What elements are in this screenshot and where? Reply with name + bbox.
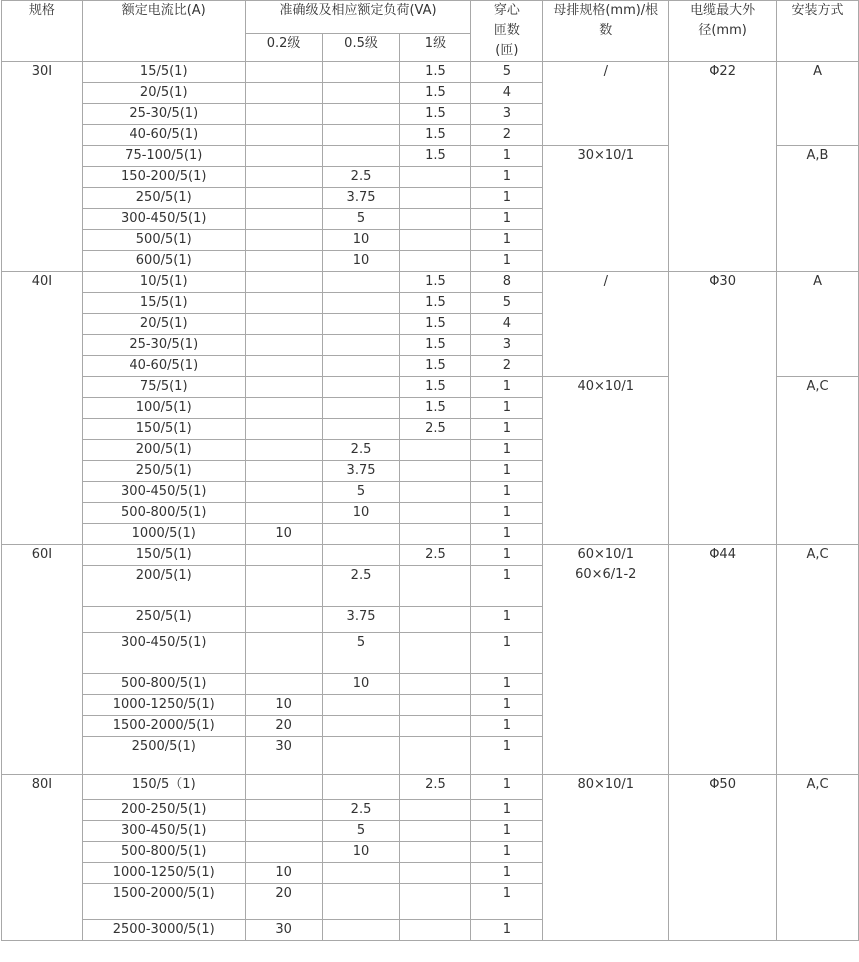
ratio-cell: 40-60/5(1) (82, 125, 245, 146)
ratio-cell: 40-60/5(1) (82, 356, 245, 377)
accuracy-1-cell (400, 167, 471, 188)
accuracy-0-5-cell (322, 377, 400, 398)
accuracy-0-5-cell: 5 (322, 209, 400, 230)
ratio-cell: 500/5(1) (82, 230, 245, 251)
accuracy-0-2-cell (245, 419, 322, 440)
ratio-cell: 300-450/5(1) (82, 209, 245, 230)
ratio-cell: 1000-1250/5(1) (82, 695, 245, 716)
busbar-cell: 30×10/1 (543, 146, 669, 272)
accuracy-0-2-cell (245, 146, 322, 167)
ratio-cell: 1500-2000/5(1) (82, 884, 245, 920)
turns-cell: 1 (471, 377, 543, 398)
ratio-cell: 500-800/5(1) (82, 842, 245, 863)
ratio-cell: 20/5(1) (82, 83, 245, 104)
install-cell: A,B (777, 146, 859, 272)
accuracy-0-2-cell (245, 775, 322, 800)
accuracy-0-2-cell: 10 (245, 524, 322, 545)
accuracy-0-2-cell (245, 440, 322, 461)
turns-cell: 1 (471, 503, 543, 524)
header-turns: 穿心匝数(匝) (471, 1, 543, 62)
ratio-cell: 600/5(1) (82, 251, 245, 272)
accuracy-0-2-cell (245, 293, 322, 314)
accuracy-0-5-cell (322, 524, 400, 545)
spec-cell: 30I (2, 62, 83, 272)
ratio-cell: 15/5(1) (82, 293, 245, 314)
accuracy-0-2-cell (245, 545, 322, 566)
accuracy-0-5-cell (322, 356, 400, 377)
header-busbar: 母排规格(mm)/根数 (543, 1, 669, 62)
accuracy-1-cell (400, 842, 471, 863)
accuracy-1-cell: 1.5 (400, 398, 471, 419)
header-accuracy: 准确级及相应额定负荷(VA) (245, 1, 471, 34)
turns-cell: 1 (471, 482, 543, 503)
ratio-cell: 15/5(1) (82, 62, 245, 83)
accuracy-0-2-cell (245, 104, 322, 125)
ratio-cell: 25-30/5(1) (82, 104, 245, 125)
ratio-cell: 2500-3000/5(1) (82, 920, 245, 941)
table-row (2, 62, 859, 83)
accuracy-0-5-cell: 5 (322, 482, 400, 503)
header-class-0-2: 0.2级 (245, 34, 322, 62)
accuracy-0-5-cell (322, 920, 400, 941)
turns-cell: 1 (471, 146, 543, 167)
ratio-cell: 150/5(1) (82, 419, 245, 440)
accuracy-0-5-cell (322, 335, 400, 356)
spec-table-body (2, 1, 859, 941)
ratio-cell: 300-450/5(1) (82, 482, 245, 503)
accuracy-0-5-cell: 10 (322, 842, 400, 863)
busbar-spec: 60×6/1-2 (575, 567, 637, 582)
busbar-cell: / (543, 272, 669, 377)
accuracy-0-5-cell: 2.5 (322, 167, 400, 188)
turns-cell: 1 (471, 607, 543, 633)
turns-cell: 5 (471, 62, 543, 83)
accuracy-0-5-cell (322, 314, 400, 335)
turns-cell: 8 (471, 272, 543, 293)
spec-cell: 60I (2, 545, 83, 775)
accuracy-1-cell (400, 800, 471, 821)
busbar-cell: 40×10/1 (543, 377, 669, 545)
accuracy-1-cell: 1.5 (400, 377, 471, 398)
accuracy-1-cell (400, 884, 471, 920)
accuracy-0-2-cell (245, 62, 322, 83)
accuracy-1-cell (400, 716, 471, 737)
accuracy-0-5-cell (322, 884, 400, 920)
spec-table (1, 0, 859, 941)
accuracy-1-cell: 1.5 (400, 356, 471, 377)
cable-cell: Φ30 (669, 272, 777, 545)
accuracy-1-cell (400, 524, 471, 545)
turns-cell: 1 (471, 419, 543, 440)
install-cell: A,C (777, 775, 859, 941)
accuracy-0-2-cell (245, 566, 322, 607)
ratio-cell: 1500-2000/5(1) (82, 716, 245, 737)
accuracy-1-cell (400, 674, 471, 695)
accuracy-0-5-cell: 2.5 (322, 566, 400, 607)
accuracy-0-5-cell (322, 545, 400, 566)
accuracy-0-5-cell: 5 (322, 633, 400, 674)
accuracy-0-5-cell (322, 398, 400, 419)
accuracy-0-5-cell (322, 146, 400, 167)
turns-cell: 1 (471, 440, 543, 461)
turns-cell: 1 (471, 230, 543, 251)
accuracy-0-5-cell (322, 104, 400, 125)
accuracy-0-2-cell: 10 (245, 695, 322, 716)
accuracy-0-2-cell (245, 188, 322, 209)
turns-cell: 1 (471, 775, 543, 800)
header-class-0-5: 0.5级 (322, 34, 400, 62)
accuracy-0-5-cell (322, 62, 400, 83)
accuracy-0-2-cell (245, 272, 322, 293)
ratio-cell: 150-200/5(1) (82, 167, 245, 188)
accuracy-1-cell: 1.5 (400, 335, 471, 356)
ratio-cell: 100/5(1) (82, 398, 245, 419)
accuracy-0-2-cell: 10 (245, 863, 322, 884)
turns-cell: 1 (471, 167, 543, 188)
accuracy-1-cell (400, 566, 471, 607)
install-cell: A (777, 272, 859, 377)
table-row (2, 272, 859, 293)
ratio-cell: 1000-1250/5(1) (82, 863, 245, 884)
accuracy-0-5-cell: 3.75 (322, 188, 400, 209)
accuracy-1-cell: 1.5 (400, 314, 471, 335)
ratio-cell: 500-800/5(1) (82, 503, 245, 524)
accuracy-0-5-cell (322, 293, 400, 314)
turns-cell: 2 (471, 356, 543, 377)
turns-cell: 1 (471, 821, 543, 842)
cable-cell: Φ50 (669, 775, 777, 941)
accuracy-0-2-cell (245, 209, 322, 230)
turns-cell: 1 (471, 566, 543, 607)
accuracy-0-5-cell (322, 419, 400, 440)
turns-cell: 1 (471, 884, 543, 920)
accuracy-0-5-cell: 10 (322, 230, 400, 251)
turns-cell: 1 (471, 842, 543, 863)
header-spec: 规格 (2, 1, 83, 62)
accuracy-1-cell: 1.5 (400, 125, 471, 146)
accuracy-1-cell (400, 503, 471, 524)
accuracy-0-5-cell: 5 (322, 821, 400, 842)
spec-cell: 80I (2, 775, 83, 941)
accuracy-1-cell: 1.5 (400, 104, 471, 125)
accuracy-1-cell: 1.5 (400, 293, 471, 314)
busbar-spec: 60×10/1 (577, 547, 635, 562)
spec-cell: 40I (2, 272, 83, 545)
accuracy-0-5-cell (322, 716, 400, 737)
turns-cell: 1 (471, 545, 543, 566)
accuracy-0-2-cell (245, 356, 322, 377)
install-cell: A,C (777, 545, 859, 775)
accuracy-1-cell (400, 863, 471, 884)
turns-cell: 1 (471, 674, 543, 695)
ratio-cell: 150/5(1) (82, 545, 245, 566)
accuracy-1-cell: 1.5 (400, 146, 471, 167)
accuracy-0-2-cell (245, 377, 322, 398)
header-row (2, 1, 859, 34)
turns-cell: 3 (471, 335, 543, 356)
accuracy-0-2-cell (245, 674, 322, 695)
turns-cell: 1 (471, 800, 543, 821)
ratio-cell: 2500/5(1) (82, 737, 245, 775)
accuracy-0-2-cell: 30 (245, 920, 322, 941)
accuracy-0-5-cell: 3.75 (322, 461, 400, 482)
ratio-cell: 500-800/5(1) (82, 674, 245, 695)
accuracy-0-2-cell (245, 800, 322, 821)
accuracy-1-cell (400, 251, 471, 272)
turns-cell: 1 (471, 737, 543, 775)
accuracy-0-2-cell (245, 482, 322, 503)
install-cell: A,C (777, 377, 859, 545)
accuracy-1-cell: 1.5 (400, 272, 471, 293)
turns-cell: 1 (471, 633, 543, 674)
accuracy-1-cell: 1.5 (400, 62, 471, 83)
accuracy-0-5-cell: 10 (322, 251, 400, 272)
turns-cell: 4 (471, 83, 543, 104)
ratio-cell: 200-250/5(1) (82, 800, 245, 821)
turns-cell: 1 (471, 920, 543, 941)
accuracy-0-5-cell: 2.5 (322, 440, 400, 461)
ratio-cell: 200/5(1) (82, 440, 245, 461)
header-class-1: 1级 (400, 34, 471, 62)
accuracy-0-5-cell: 10 (322, 503, 400, 524)
accuracy-0-2-cell (245, 125, 322, 146)
accuracy-0-2-cell (245, 251, 322, 272)
accuracy-0-2-cell (245, 335, 322, 356)
accuracy-1-cell (400, 209, 471, 230)
header-install: 安装方式 (777, 1, 859, 62)
turns-cell: 1 (471, 524, 543, 545)
ratio-cell: 20/5(1) (82, 314, 245, 335)
accuracy-0-2-cell (245, 398, 322, 419)
accuracy-1-cell (400, 633, 471, 674)
accuracy-0-2-cell (245, 167, 322, 188)
ratio-cell: 200/5(1) (82, 566, 245, 607)
accuracy-1-cell (400, 482, 471, 503)
accuracy-1-cell (400, 695, 471, 716)
accuracy-0-5-cell (322, 125, 400, 146)
turns-cell: 1 (471, 188, 543, 209)
accuracy-0-5-cell (322, 695, 400, 716)
accuracy-1-cell (400, 920, 471, 941)
accuracy-1-cell (400, 461, 471, 482)
accuracy-0-5-cell: 10 (322, 674, 400, 695)
accuracy-0-2-cell (245, 842, 322, 863)
ratio-cell: 150/5（1) (82, 775, 245, 800)
ratio-cell: 300-450/5(1) (82, 633, 245, 674)
accuracy-1-cell (400, 230, 471, 251)
accuracy-1-cell (400, 737, 471, 775)
accuracy-0-2-cell (245, 821, 322, 842)
turns-cell: 1 (471, 209, 543, 230)
ratio-cell: 250/5(1) (82, 607, 245, 633)
accuracy-0-2-cell (245, 230, 322, 251)
accuracy-0-2-cell (245, 503, 322, 524)
accuracy-0-2-cell (245, 461, 322, 482)
accuracy-0-2-cell: 30 (245, 737, 322, 775)
ratio-cell: 300-450/5(1) (82, 821, 245, 842)
cable-cell: Φ22 (669, 62, 777, 272)
accuracy-0-5-cell (322, 83, 400, 104)
ratio-cell: 25-30/5(1) (82, 335, 245, 356)
accuracy-1-cell: 2.5 (400, 545, 471, 566)
accuracy-0-5-cell (322, 863, 400, 884)
install-cell: A (777, 62, 859, 146)
turns-cell: 3 (471, 104, 543, 125)
table-row (2, 775, 859, 800)
accuracy-1-cell (400, 821, 471, 842)
accuracy-0-2-cell: 20 (245, 716, 322, 737)
accuracy-1-cell (400, 188, 471, 209)
accuracy-0-5-cell (322, 737, 400, 775)
turns-cell: 1 (471, 695, 543, 716)
busbar-cell (543, 545, 669, 775)
accuracy-0-2-cell (245, 633, 322, 674)
table-row (2, 545, 859, 566)
turns-cell: 5 (471, 293, 543, 314)
accuracy-1-cell: 2.5 (400, 419, 471, 440)
accuracy-0-5-cell: 2.5 (322, 800, 400, 821)
ratio-cell: 75-100/5(1) (82, 146, 245, 167)
accuracy-0-5-cell (322, 775, 400, 800)
turns-cell: 1 (471, 398, 543, 419)
accuracy-0-2-cell: 20 (245, 884, 322, 920)
ratio-cell: 10/5(1) (82, 272, 245, 293)
accuracy-0-5-cell (322, 272, 400, 293)
turns-cell: 2 (471, 125, 543, 146)
turns-cell: 1 (471, 716, 543, 737)
turns-cell: 1 (471, 251, 543, 272)
accuracy-0-2-cell (245, 83, 322, 104)
accuracy-0-5-cell: 3.75 (322, 607, 400, 633)
turns-cell: 4 (471, 314, 543, 335)
busbar-cell: 80×10/1 (543, 775, 669, 941)
turns-cell: 1 (471, 461, 543, 482)
accuracy-1-cell (400, 440, 471, 461)
turns-cell: 1 (471, 863, 543, 884)
ratio-cell: 250/5(1) (82, 461, 245, 482)
accuracy-1-cell: 2.5 (400, 775, 471, 800)
ratio-cell: 75/5(1) (82, 377, 245, 398)
accuracy-0-2-cell (245, 314, 322, 335)
accuracy-1-cell: 1.5 (400, 83, 471, 104)
cable-cell: Φ44 (669, 545, 777, 775)
header-ratio: 额定电流比(A) (82, 1, 245, 62)
busbar-cell: / (543, 62, 669, 146)
ratio-cell: 250/5(1) (82, 188, 245, 209)
ratio-cell: 1000/5(1) (82, 524, 245, 545)
header-cable: 电缆最大外径(mm) (669, 1, 777, 62)
accuracy-1-cell (400, 607, 471, 633)
accuracy-0-2-cell (245, 607, 322, 633)
